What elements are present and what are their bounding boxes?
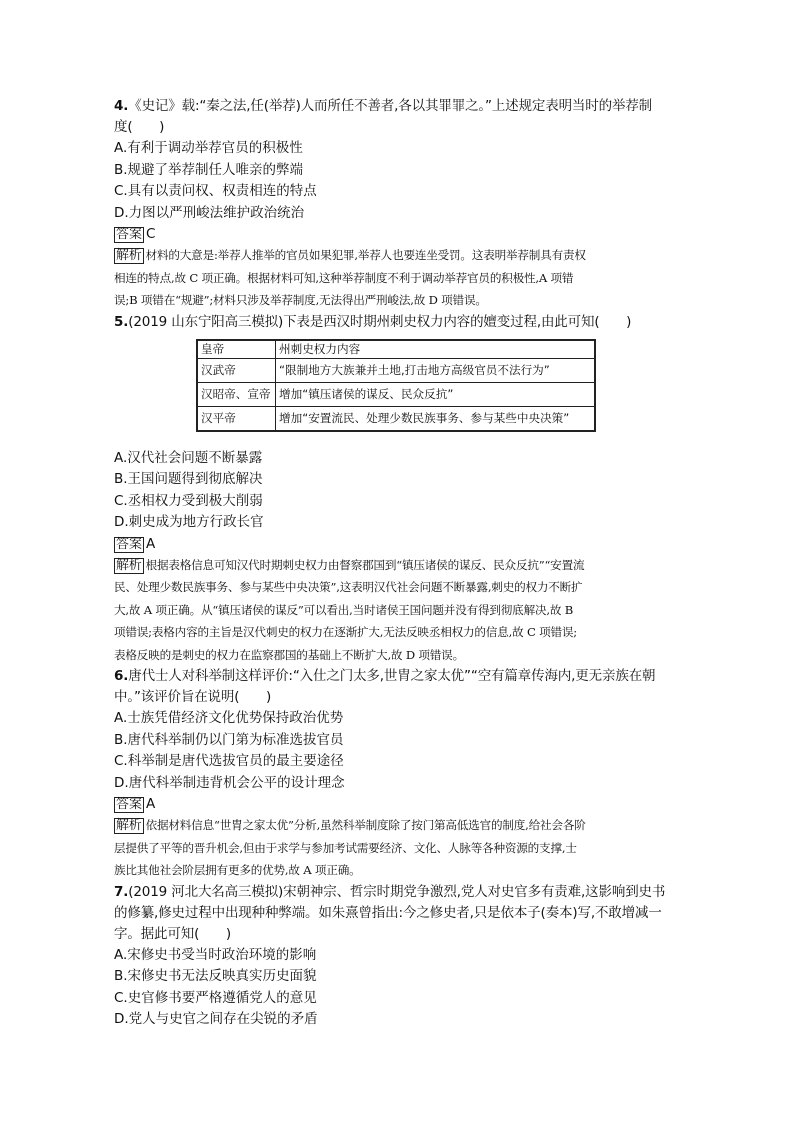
- table-row: [197, 358, 595, 382]
- question-stem: 4.《史记》载:“秦之法,任(举荐)人而所任不善者,各以其罪罪之。”上述规定表明当时的举荐制: [114, 98, 653, 114]
- table-cell: 汉武帝: [197, 358, 276, 382]
- explanation-cont: 相连的特点,故 C 项正确。根据材料可知,这种举荐制度不利于调动举荐官员的积极性,A 项错: [114, 270, 574, 285]
- option-a: A.宋修史书受当时政治环境的影响: [114, 946, 317, 963]
- option-a: A.有利于调动举荐官员的积极性: [114, 140, 303, 156]
- table-header-cell: 皇帝: [197, 340, 276, 359]
- option-d: D.刺史成为地方行政长官: [114, 514, 264, 530]
- explanation: 解析 材料的大意是:举荐人推举的官员如果犯罪,举荐人也要连坐受罚。这表明举荐制具有责权: [116, 248, 586, 263]
- table-cell: 汉平帝: [197, 406, 276, 431]
- answer-line: [114, 534, 682, 554]
- answer-tag: 答案: [116, 536, 143, 552]
- explanation: 解析 根据表格信息可知汉代时期刺史权力由督察郡国到“镇压诸侯的谋反、民众反抗”“安置流: [116, 557, 585, 573]
- question-number: 7.: [114, 883, 129, 900]
- explanation-cont: 项错误;表格内容的主旨是汉代刺史的权力在逐渐扩大,无法反映丞相权力的信息,故 C 项错误;: [114, 625, 577, 639]
- answer-value: A: [146, 535, 156, 552]
- option-a: A.士族凭借经济文化优势保持政治优势: [114, 710, 344, 726]
- answer-value: A: [146, 796, 156, 812]
- exam-page: [114, 96, 682, 1031]
- explanation-cont: 层提供了平等的晋升机会,但由于求学与参加考试需要经济、文化、人脉等各种资源的支撑,士: [114, 840, 577, 855]
- option-c: C.丞相权力受到极大削弱: [114, 492, 263, 509]
- table-header-cell: 州刺史权力内容: [276, 340, 596, 359]
- question-stem: 7.(2019 河北大名高三模拟)宋朝神宗、哲宗时期党争激烈,党人对史官多有责难,这影响到史书: [114, 883, 666, 900]
- explanation-tag: 解析: [116, 818, 142, 833]
- question-5: [114, 312, 682, 667]
- question-number: 6.: [114, 668, 129, 684]
- table-cell: 汉昭帝、宣帝: [197, 382, 276, 406]
- option-c: C.科举制是唐代选拔官员的最主要途径: [114, 753, 344, 769]
- explanation-cont: 误;B 项错在“规避”;材料只涉及举荐制度,无法得出严刑峻法,故 D 项错误。: [114, 293, 487, 307]
- explanation: 解析 依据材料信息“世胄之家太优”分析,虽然科举制度除了按门第高低选官的制度,给社会各阶: [116, 818, 586, 833]
- question-number: 5.: [114, 313, 129, 330]
- explanation-cont: 族比其他社会阶层拥有更多的优势,故 A 项正确。: [114, 863, 361, 877]
- answer-value: C: [146, 226, 156, 242]
- question-6: [114, 666, 682, 882]
- question-stem: 6.唐代士人对科举制这样评价:“入仕之门太多,世胄之家太优”“空有篇章传海内,更无亲族在朝: [114, 668, 656, 684]
- option-d: D.党人与史官之间存在尖锐的矛盾: [114, 1011, 318, 1027]
- option-c: C.具有以责问权、权责相连的特点: [114, 183, 317, 199]
- answer-line: [114, 224, 682, 244]
- history-table: [196, 339, 596, 432]
- question-stem-cont: 的修纂,修史过程中出现种种弊端。如朱熹曾指出:今之修史者,只是依本子(奏本)写,不敢增减一: [114, 904, 662, 921]
- option-b: B.宋修史书无法反映真实历史面貌: [114, 968, 317, 984]
- table-cell: “限制地方大族兼并土地,打击地方高级官员不法行为”: [276, 358, 596, 382]
- option-b: B.规避了举荐制任人唯亲的弊端: [114, 161, 304, 178]
- answer-tag: 答案: [116, 797, 143, 812]
- explanation-cont: 民、处理少数民族事务、参与某些中央决策”,这表明汉代社会问题不断暴露,刺史的权力不断扩: [114, 580, 583, 594]
- explanation-cont: 大,故 A 项正确。从“镇压诸侯的谋反”可以看出,当时诸侯王国问题并没有得到彻底解决,故 B: [114, 602, 574, 617]
- question-stem-cont: 字。据此可知( ): [114, 925, 232, 942]
- answer-line: [114, 794, 682, 814]
- question-number: 4.: [114, 98, 129, 114]
- explanation-cont: 表格反映的是刺史的权力在监察郡国的基础上不断扩大,故 D 项错误。: [114, 647, 464, 662]
- explanation-tag: 解析: [116, 248, 142, 263]
- option-b: B.王国问题得到彻底解决: [114, 471, 263, 487]
- table-row: [197, 382, 595, 406]
- option-d: D.唐代科举制违背机会公平的设计理念: [114, 774, 345, 791]
- option-d: D.力图以严刑峻法维护政治统治: [114, 204, 305, 221]
- question-stem-cont: 度( ): [114, 119, 165, 135]
- option-b: B.唐代科举制仍以门第为标准选拔官员: [114, 731, 344, 748]
- question-stem: 5.(2019 山东宁阳高三模拟)下表是西汉时期州刺史权力内容的嬗变过程,由此可知( ): [114, 313, 632, 330]
- table-cell: 增加“安置流民、处理少数民族事务、参与某些中央决策”: [276, 406, 596, 431]
- question-stem-cont: 中。”该评价旨在说明( ): [114, 689, 272, 705]
- table-header-row: [197, 340, 595, 359]
- question-7: [114, 882, 682, 1031]
- option-a: A.汉代社会问题不断暴露: [114, 449, 263, 466]
- explanation-tag: 解析: [116, 557, 142, 573]
- option-c: C.史官修书要严格遵循党人的意见: [114, 989, 317, 1006]
- table-cell: 增加“镇压诸侯的谋反、民众反抗”: [276, 382, 596, 406]
- answer-tag: 答案: [116, 227, 143, 242]
- table-row: [197, 406, 595, 431]
- question-4: [114, 96, 682, 312]
